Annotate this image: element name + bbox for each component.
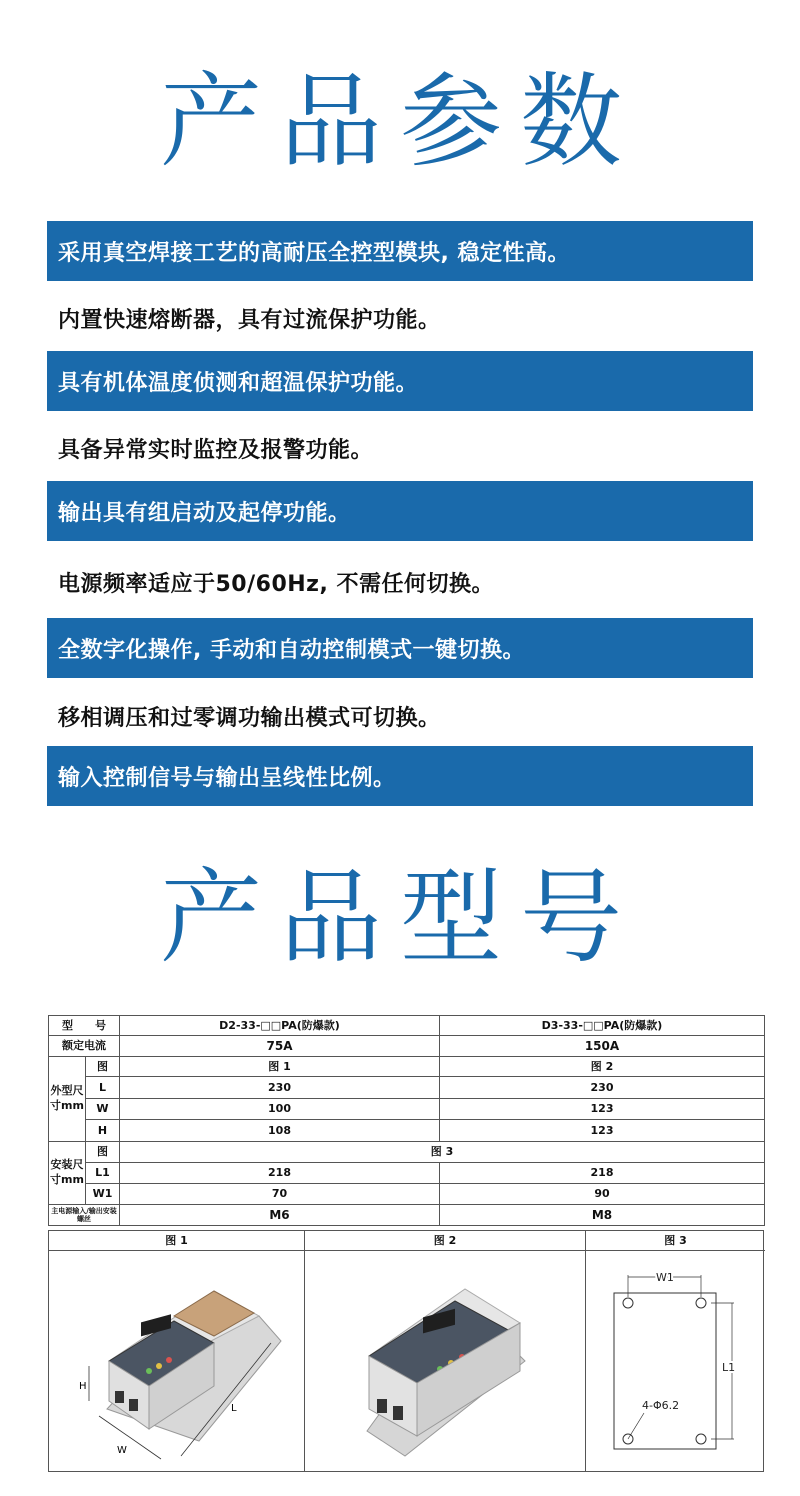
dim-value: 100 bbox=[120, 1099, 440, 1120]
dim-value: 123 bbox=[440, 1099, 765, 1120]
dim-w-label: W bbox=[117, 1445, 127, 1456]
table-row bbox=[49, 1036, 765, 1057]
dim-key: H bbox=[86, 1120, 120, 1142]
screw-d2: M6 bbox=[120, 1205, 440, 1226]
models-title: 产品型号 bbox=[160, 859, 640, 978]
table-row bbox=[49, 1077, 765, 1099]
figure-2-caption: 图 2 bbox=[305, 1231, 585, 1251]
model-label: 型 号 bbox=[49, 1016, 120, 1036]
table-row bbox=[49, 1205, 765, 1226]
dim-value: 218 bbox=[120, 1163, 440, 1184]
feature-band-7: 全数字化操作, 手动和自动控制模式一键切换。 bbox=[47, 618, 753, 678]
dim-l-label: L bbox=[231, 1403, 237, 1414]
dim-value: 90 bbox=[440, 1184, 765, 1205]
table-row bbox=[49, 1099, 765, 1120]
params-title: 产品参数 bbox=[160, 63, 640, 182]
rated-current-label: 额定电流 bbox=[49, 1036, 120, 1057]
table-row bbox=[49, 1016, 765, 1036]
feature-line-2: 内置快速熔断器，具有过流保护功能。 bbox=[58, 307, 441, 333]
install-group-label: 安装尺寸mm bbox=[49, 1142, 86, 1205]
screw-d3: M8 bbox=[440, 1205, 765, 1226]
dim-key: W bbox=[86, 1099, 120, 1120]
table-row bbox=[49, 1163, 765, 1184]
outline-figure-d3: 图 2 bbox=[440, 1057, 765, 1077]
feature-line-6: 电源频率适应于50/60Hz, 不需任何切换。 bbox=[58, 571, 495, 597]
feature-band-1: 采用真空焊接工艺的高耐压全控型模块, 稳定性高。 bbox=[47, 221, 753, 281]
table-row bbox=[49, 1120, 765, 1142]
mounting-diagram bbox=[586, 1251, 764, 1471]
dim-value: 123 bbox=[440, 1120, 765, 1142]
hole-spec-label: 4-Φ6.2 bbox=[642, 1399, 680, 1412]
feature-line-8: 移相调压和过零调功输出模式可切换。 bbox=[58, 705, 441, 731]
dim-key: L1 bbox=[86, 1163, 120, 1184]
figures-panel bbox=[48, 1230, 764, 1472]
outline-group-label: 外型尺寸mm bbox=[49, 1057, 86, 1142]
install-figure: 图 3 bbox=[120, 1142, 765, 1163]
outline-figure-label: 图 bbox=[86, 1057, 120, 1077]
feature-band-3: 具有机体温度侦测和超温保护功能。 bbox=[47, 351, 753, 411]
dim-value: 230 bbox=[440, 1077, 765, 1099]
table-row bbox=[49, 1057, 765, 1077]
dim-value: 70 bbox=[120, 1184, 440, 1205]
figure-2 bbox=[305, 1231, 586, 1471]
screw-label: 主电源输入/输出安装螺丝 bbox=[49, 1205, 120, 1226]
model-d3: D3-33-□□PA(防爆款) bbox=[440, 1016, 765, 1036]
module-d3-drawing bbox=[305, 1251, 585, 1471]
table-row bbox=[49, 1184, 765, 1205]
dim-value: 218 bbox=[440, 1163, 765, 1184]
feature-line-4: 具备异常实时监控及报警功能。 bbox=[58, 437, 374, 463]
dim-h-label: H bbox=[79, 1381, 87, 1392]
feature-band-9: 输入控制信号与输出呈线性比例。 bbox=[47, 746, 753, 806]
outline-figure-d2: 图 1 bbox=[120, 1057, 440, 1077]
install-figure-label: 图 bbox=[86, 1142, 120, 1163]
rated-current-d2: 75A bbox=[120, 1036, 440, 1057]
spec-table bbox=[48, 1015, 765, 1226]
dim-w1-label: W1 bbox=[656, 1271, 674, 1284]
table-row bbox=[49, 1142, 765, 1163]
figure-3-caption: 图 3 bbox=[586, 1231, 765, 1251]
rated-current-d3: 150A bbox=[440, 1036, 765, 1057]
figure-3 bbox=[586, 1231, 765, 1471]
dim-l1-label: L1 bbox=[722, 1361, 736, 1374]
model-d2: D2-33-□□PA(防爆款) bbox=[120, 1016, 440, 1036]
figure-1 bbox=[49, 1231, 305, 1471]
dim-key: W1 bbox=[86, 1184, 120, 1205]
dim-value: 230 bbox=[120, 1077, 440, 1099]
dim-value: 108 bbox=[120, 1120, 440, 1142]
module-d2-drawing bbox=[49, 1251, 304, 1471]
dim-key: L bbox=[86, 1077, 120, 1099]
feature-band-5: 输出具有组启动及起停功能。 bbox=[47, 481, 753, 541]
figure-1-caption: 图 1 bbox=[49, 1231, 304, 1251]
